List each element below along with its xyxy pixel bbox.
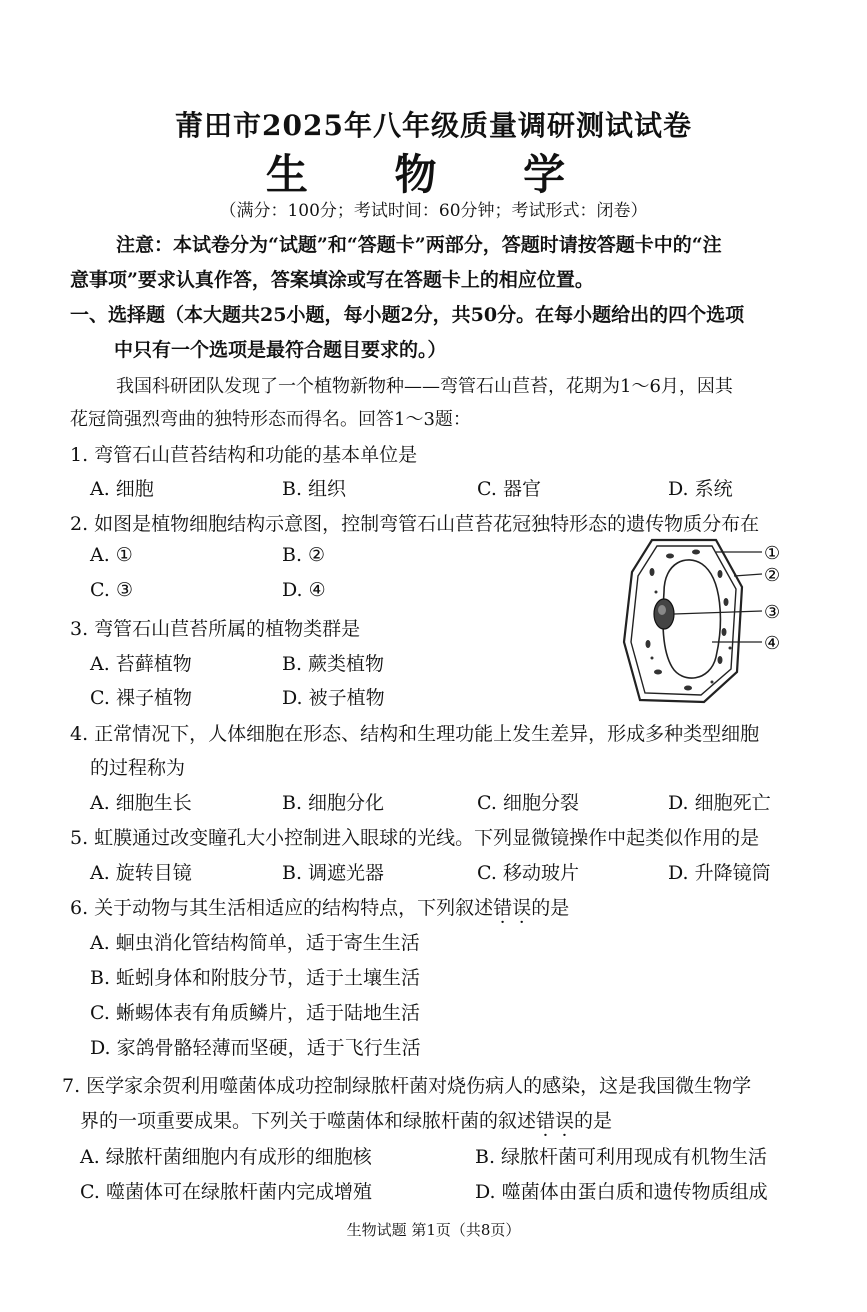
exam-title: 莆田市2025年八年级质量调研测试试卷 — [175, 109, 692, 142]
question-3-option-c: C. 裸子植物 — [90, 687, 192, 709]
question-6-stem-emphasis-2: 误 — [512, 897, 532, 919]
question-7-option-a: A. 绿脓杆菌细胞内有成形的细胞核 — [80, 1146, 372, 1168]
question-7-stem-pre: 界的一项重要成果。下列关于噬菌体和绿脓杆菌的叙述 — [80, 1110, 537, 1132]
question-2-stem: 2. 如图是植物细胞结构示意图，控制弯管石山苣苔花冠独特形态的遗传物质分布在 — [70, 513, 760, 535]
diagram-label-1: ① — [764, 543, 781, 564]
section-1-line-2: 中只有一个选项是最符合题目要求的。） — [114, 339, 447, 361]
question-5-option-a: A. 旋转目镜 — [90, 862, 192, 884]
section-1-line-1: 一、选择题（本大题共25小题，每小题2分，共50分。在每小题给出的四个选项 — [70, 304, 745, 326]
question-6-stem-pre: 6. 关于动物与其生活相适应的结构特点，下列叙述 — [70, 897, 494, 919]
question-6-stem — [70, 893, 569, 920]
diagram-label-4: ④ — [764, 633, 781, 654]
question-4-stem-line-1: 4. 正常情况下，人体细胞在形态、结构和生理功能上发生差异，形成多种类型细胞 — [70, 723, 760, 745]
question-5-option-d: D. 升降镜筒 — [668, 862, 771, 884]
question-2-option-d: D. ④ — [282, 579, 326, 601]
page-footer: 生物试题 第1页（共8页） — [346, 1221, 521, 1239]
diagram-label-2: ② — [764, 565, 781, 586]
exam-info: （满分：100分；考试时间：60分钟；考试形式：闭卷） — [219, 201, 648, 221]
question-7-option-c: C. 噬菌体可在绿脓杆菌内完成增殖 — [80, 1181, 372, 1203]
question-2-option-c: C. ③ — [90, 579, 133, 601]
intro-line-2: 花冠筒强烈弯曲的独特形态而得名。回答1～3题： — [70, 409, 471, 430]
plant-cell-diagram — [612, 532, 822, 710]
question-4-option-b: B. 细胞分化 — [282, 792, 385, 814]
question-4-option-c: C. 细胞分裂 — [477, 792, 579, 814]
question-1-option-a: A. 细胞 — [90, 478, 154, 500]
question-7-option-d: D. 噬菌体由蛋白质和遗传物质组成 — [475, 1181, 768, 1203]
subject-title: 生 物 学 — [265, 150, 602, 199]
question-6-option-a: A. 蛔虫消化管结构简单，适于寄生生活 — [90, 932, 420, 954]
question-7-stem-line-1: 7. 医学家余贺利用噬菌体成功控制绿脓杆菌对烧伤病人的感染，这是我国微生物学 — [62, 1075, 752, 1097]
question-7-option-b: B. 绿脓杆菌可利用现成有机物生活 — [475, 1146, 768, 1168]
question-5-option-b: B. 调遮光器 — [282, 862, 385, 884]
question-1-stem: 1. 弯管石山苣苔结构和功能的基本单位是 — [70, 444, 418, 466]
diagram-label-3: ③ — [764, 602, 781, 623]
question-6-stem-emphasis-1: 错 — [493, 897, 513, 919]
question-3-stem: 3. 弯管石山苣苔所属的植物类群是 — [70, 618, 361, 640]
notice-line-1: 注意：本试卷分为“试题”和“答题卡”两部分，答题时请按答题卡中的“注 — [116, 234, 722, 256]
question-2-option-b: B. ② — [282, 544, 326, 566]
question-7-stem-post: 的是 — [574, 1110, 613, 1132]
question-6-option-d: D. 家鸽骨骼轻薄而坚硬，适于飞行生活 — [90, 1037, 421, 1059]
question-1-option-b: B. 组织 — [282, 478, 347, 500]
question-6-option-b: B. 蚯蚓身体和附肢分节，适于土壤生活 — [90, 967, 421, 989]
question-4-option-a: A. 细胞生长 — [90, 792, 192, 814]
question-2-option-a: A. ① — [90, 544, 133, 566]
question-1-option-c: C. 器官 — [477, 478, 541, 500]
question-7-stem-line-2 — [80, 1106, 612, 1133]
question-3-option-b: B. 蕨类植物 — [282, 653, 385, 675]
notice-line-2: 意事项”要求认真作答，答案填涂或写在答题卡上的相应位置。 — [70, 269, 594, 291]
question-5-stem: 5. 虹膜通过改变瞳孔大小控制进入眼球的光线。下列显微镜操作中起类似作用的是 — [70, 827, 760, 849]
question-1-option-d: D. 系统 — [668, 478, 733, 500]
question-3-option-a: A. 苔藓植物 — [90, 653, 192, 675]
question-7-stem-emphasis-1: 错 — [536, 1110, 556, 1132]
question-6-stem-post: 的是 — [531, 897, 570, 919]
question-5-option-c: C. 移动玻片 — [477, 862, 579, 884]
question-7-stem-emphasis-2: 误 — [555, 1110, 575, 1132]
question-6-option-c: C. 蜥蜴体表有角质鳞片，适于陆地生活 — [90, 1002, 420, 1024]
question-3-option-d: D. 被子植物 — [282, 687, 385, 709]
intro-line-1: 我国科研团队发现了一个植物新物种——弯管石山苣苔，花期为1～6月，因其 — [116, 376, 733, 397]
question-4-option-d: D. 细胞死亡 — [668, 792, 771, 814]
question-4-stem-line-2: 的过程称为 — [90, 757, 186, 779]
